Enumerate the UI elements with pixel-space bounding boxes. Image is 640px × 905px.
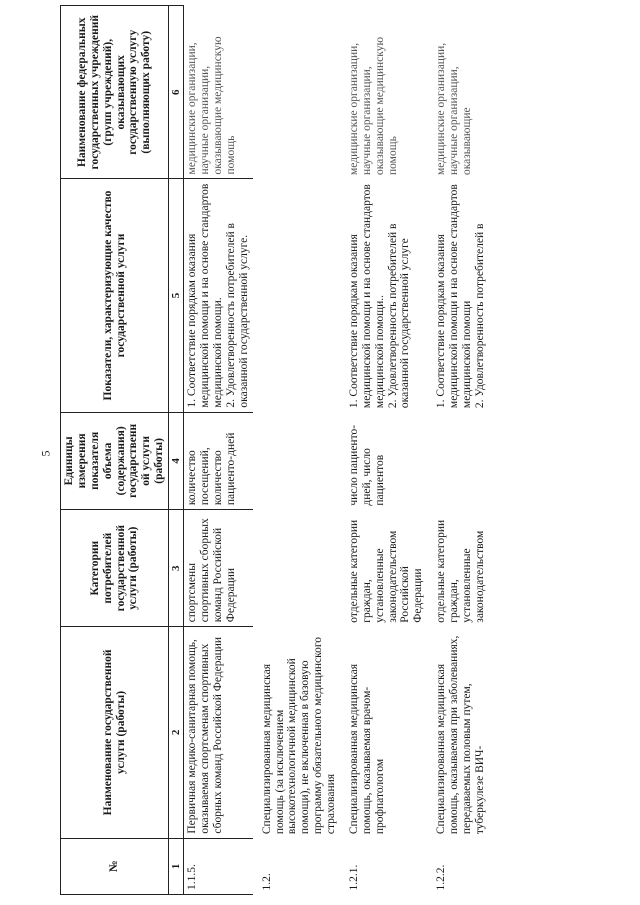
table-row (346, 6, 427, 895)
measurement-units (433, 412, 489, 510)
row-number: 1.1.5. (184, 838, 253, 894)
column-number: 2 (169, 627, 184, 838)
row-number: 1.2. (260, 873, 273, 891)
table-row (259, 6, 340, 895)
institutions: медицинские организации, научные организации, оказывающие медицинскую помощь (184, 6, 253, 180)
header-institutions: Наименование федеральных государственных учреждений (групп учреждений), оказывающих государственную услугу (выполняющих работу) (61, 6, 169, 180)
page-number: 5 (38, 450, 53, 457)
institutions: медицинские организации, научные организации, оказывающие медицинскую помощь (347, 36, 399, 175)
consumer-category (259, 510, 340, 627)
header-units: Единицы измерения показателя объема (содержания) государственн ой услуги (работы) (61, 412, 169, 510)
measurement-units: количество посещений, количество пациенто-дней (184, 412, 253, 510)
measurement-units (259, 412, 340, 510)
header-number: № (61, 838, 169, 894)
services-table (60, 5, 489, 895)
service-name: Специализированная медицинская помощь, оказываемая при заболеваниях, передаваемых половым путем, туберкулезе ВИЧ- (435, 635, 486, 835)
header-consumers: Категории потребителей государственной услуги (работы) (61, 510, 169, 627)
measurement-units: число пациенто-дней, число пациентов (347, 424, 386, 506)
consumer-category: спортсмены спортивных сборных команд Российской Федерации (184, 510, 253, 627)
column-number: 3 (169, 510, 184, 627)
column-number: 5 (169, 179, 184, 412)
service-name: Первичная медико-санитарная помощь, оказываемая спортсменам спортивных сборных команд Российской Федерации (184, 627, 253, 838)
row-number: 1.2.1. (347, 864, 360, 891)
column-number: 1 (169, 838, 184, 894)
quality-indicators (259, 179, 340, 412)
service-name: Специализированная медицинская помощь (за исключением высокотехнологичной медицинской помощи), не включенная в базовую программу обязательного медицинского страхования (260, 636, 338, 835)
column-number: 4 (169, 412, 184, 510)
column-number: 6 (169, 6, 184, 180)
table-row (184, 6, 253, 895)
service-name: Специализированная медицинская помощь, оказываемая врачом-профпатологом (347, 664, 386, 835)
table-row (433, 6, 489, 895)
header-quality: Показатели, характеризующие качество государственной услуги (61, 179, 169, 412)
consumer-category: отдельные категории граждан, установленные законодательством Российской Федерации (347, 519, 425, 623)
quality-indicators: 1. Соответствие порядкам оказания медицинской помощи и на основе стандартов медицинской помощи.. 2. Удовлетворенность потребителей в оказанной государственной услуге (347, 184, 412, 409)
institutions (259, 6, 340, 180)
quality-indicators: 1. Соответствие порядкам оказания медицинской помощи и на основе стандартов медицинской помощи 2. Удовлетворенность потребителей в (435, 184, 486, 409)
header-service-name: Наименование государственной услуги (работы) (61, 627, 169, 838)
row-number: 1.2.2. (435, 864, 448, 891)
column-number-row (169, 6, 184, 895)
institutions: медицинские организации, научные организации, оказывающие (435, 42, 473, 175)
header-row (61, 6, 169, 895)
services-table-container (60, 5, 620, 895)
quality-indicators: 1. Соответствие порядкам оказания медицинской помощи и на основе стандартов медицинской помощи. 2. Удовлетворенность потребителей в оказанной государственной услуге. (184, 179, 253, 412)
consumer-category: отдельные категории граждан, установленные законодательством (435, 519, 486, 623)
